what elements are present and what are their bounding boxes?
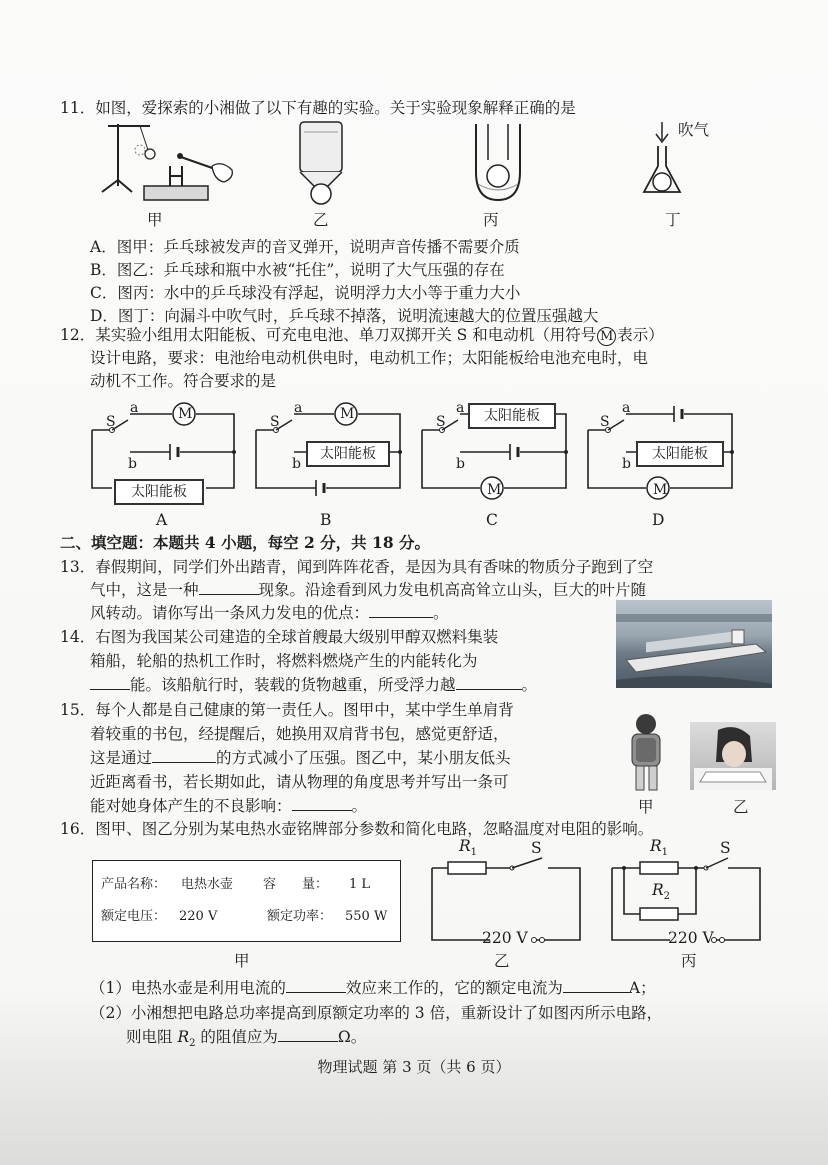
- q11-label-bing: 丙: [483, 211, 499, 229]
- q11-blow-label: 吹气: [678, 121, 710, 139]
- q12-c-motor: M: [487, 482, 502, 498]
- q11-fig-jia: [100, 120, 240, 210]
- plate-power-val: 550 W: [345, 909, 388, 924]
- q15-label-yi: 乙: [733, 798, 749, 816]
- q13-l3a: 风转动。请你写出一条风力发电的优点：: [90, 604, 370, 622]
- q13-line3: [90, 603, 449, 623]
- q16-bing-r2: [652, 880, 670, 907]
- q12-b-contact-a: a: [294, 400, 303, 416]
- q16-bing-r1-sub: 1: [661, 847, 669, 859]
- q12-b-contact-b: b: [292, 456, 301, 472]
- q16-blank-1[interactable]: [286, 978, 346, 993]
- q13-l2b: 现象。沿途看到风力发电机高高耸立山头，巨大的叶片随: [258, 581, 647, 599]
- q16-p1c: A；: [628, 979, 656, 997]
- q16-p1b: 效应来工作的，它的额定电流为: [345, 979, 563, 997]
- q11-option-d: D．图丁：向漏斗中吹气时，乒乓球不掉落，说明流速越大的位置压强越大: [90, 307, 599, 325]
- q16-bing-r1-letter: R: [650, 837, 662, 855]
- plate-volt-key: 额定电压：: [101, 909, 167, 924]
- q16-part1: [90, 978, 656, 998]
- plate-power-key: 额定功率：: [267, 909, 333, 924]
- plate-volt-val: 220 V: [179, 909, 218, 924]
- q15-label-jia: 甲: [638, 798, 654, 816]
- q12-a-switch: S: [106, 414, 116, 430]
- q12-b-switch: S: [270, 414, 280, 430]
- q16-blank-2[interactable]: [563, 978, 629, 993]
- q15-blank-2[interactable]: [292, 796, 352, 811]
- q12-c-contact-b: b: [456, 456, 465, 472]
- q12-c-contact-a: a: [456, 400, 465, 416]
- q14-blank-2[interactable]: [456, 675, 522, 690]
- q13-blank-2[interactable]: [369, 603, 433, 618]
- q14-blank-1[interactable]: [90, 675, 130, 690]
- q14-line1: 14．右图为我国某公司建造的全球首艘最大级别甲醇双燃料集装: [60, 628, 499, 646]
- q11-label-yi: 乙: [313, 211, 329, 229]
- q16-p2b-sub: 2: [189, 1038, 196, 1050]
- q11-label-jia: 甲: [147, 211, 163, 229]
- q12-line2: 设计电路，要求：电池给电动机供电时，电动机工作；太阳能板给电池充电时，电: [90, 349, 649, 367]
- q15-blank-1[interactable]: [152, 748, 216, 763]
- q15-l5b: 。: [351, 797, 368, 815]
- q14-line2: 箱船，轮船的热机工作时，将燃料燃烧产生的内能转化为: [90, 652, 478, 670]
- q16-stem: 16．图甲、图乙分别为某电热水壶铭牌部分参数和简化电路，忽略温度对电阻的影响。: [60, 820, 654, 838]
- q16-p2d: Ω。: [337, 1028, 367, 1046]
- q16-bing-r2-sub: 2: [663, 891, 671, 903]
- q16-yi-switch: S: [531, 839, 542, 857]
- q15-l3b: 的方式减小了压强。图乙中，某小朋友低头: [216, 749, 511, 767]
- q16-yi-r1-sub: 1: [470, 847, 478, 859]
- q11-fig-yi: [292, 120, 352, 210]
- q15-line2: 着较重的书包，经提醒后，她换用双肩背书包，感觉更舒适，: [90, 725, 509, 743]
- q16-part2-line2: [126, 1027, 366, 1054]
- q12-line1-tail: 表示）: [617, 326, 664, 344]
- q15-l3a: 这是通过: [90, 749, 153, 767]
- q16-bing-switch: S: [720, 839, 731, 857]
- q12-b-panel: 太阳能板: [306, 441, 390, 467]
- motor-symbol: M: [597, 327, 616, 346]
- q12-choice-a: A: [156, 511, 168, 529]
- q16-yi-voltage: 220 V: [482, 929, 528, 947]
- q12-line3: 动机不工作。符合要求的是: [90, 372, 277, 390]
- q15-line5: [90, 796, 367, 816]
- q16-bing-r2-letter: R: [652, 881, 664, 899]
- q14-l3a: 能。该船航行时，装载的货物越重，所受浮力越: [130, 676, 456, 694]
- q13-line2: [90, 580, 646, 600]
- q15-line1: 15．每个人都是自己健康的第一责任人。图甲中，某中学生单肩背: [60, 701, 514, 719]
- q12-line1-text: 12．某实验小组用太阳能板、可充电电池、单刀双掷开关 S 和电动机（用符号: [60, 326, 597, 344]
- ship-photo: [616, 600, 772, 688]
- q11-fig-bing: [468, 120, 528, 210]
- q14-line3: [90, 675, 537, 695]
- q12-a-panel: 太阳能板: [114, 479, 204, 505]
- plate-cap-val: 1 L: [349, 877, 371, 892]
- q16-bing-r1: [650, 836, 668, 863]
- q12-choice-c: C: [486, 511, 498, 529]
- q16-blank-3[interactable]: [278, 1027, 338, 1042]
- q11-stem: 11．如图，爱探索的小湘做了以下有趣的实验。关于实验现象解释正确的是: [60, 99, 576, 117]
- q12-d-panel: 太阳能板: [636, 441, 724, 467]
- q16-label-jia: 甲: [234, 952, 250, 970]
- q12-a-contact-b: b: [128, 456, 137, 472]
- q15-line3: [90, 748, 511, 768]
- q16-label-bing: 丙: [681, 952, 697, 970]
- q12-a-contact-a: a: [130, 400, 139, 416]
- nameplate: [92, 860, 401, 942]
- q12-a-motor: M: [178, 406, 193, 422]
- reading-child-photo: [690, 722, 776, 790]
- q12-d-motor: M: [653, 482, 668, 498]
- q16-bing-voltage: 220 V: [668, 929, 714, 947]
- q12-d-contact-b: b: [622, 456, 631, 472]
- q16-yi-r1: [459, 836, 477, 863]
- q16-label-yi: 乙: [494, 952, 510, 970]
- ship-illustration: [616, 600, 772, 688]
- q12-choice-d: D: [652, 511, 665, 529]
- section-2-heading: 二、填空题：本题共 4 小题，每空 2 分，共 18 分。: [60, 533, 431, 552]
- q11-option-a: A．图甲：乒乓球被发声的音叉弹开，说明声音传播不需要介质: [90, 238, 520, 256]
- q11-label-ding: 丁: [665, 211, 681, 229]
- plate-name-val: 电热水壶: [181, 877, 234, 892]
- q14-l3b: 。: [521, 676, 538, 694]
- q15-l5a: 能对她身体产生的不良影响：: [90, 797, 292, 815]
- q12-choice-b: B: [320, 511, 332, 529]
- page-footer: 物理试题 第 3 页（共 6 页）: [317, 1058, 511, 1076]
- q13-line1: 13．春假期间，同学们外出踏青，闻到阵阵花香，是因为具有香味的物质分子跑到了空: [60, 558, 654, 576]
- q16-p1a: （1）电热水壶是利用电流的: [90, 979, 286, 997]
- q12-d-switch: S: [600, 414, 610, 430]
- q13-blank-1[interactable]: [199, 580, 259, 595]
- q16-p2b: 则电阻: [126, 1028, 178, 1046]
- q12-c-panel: 太阳能板: [468, 403, 556, 429]
- q11-option-b: B．图乙：乒乓球和瓶中水被“托住”，说明了大气压强的存在: [90, 261, 505, 279]
- q16-part2-line1: （2）小湘想把电路总功率提高到原额定功率的 3 倍，重新设计了如图丙所示电路，: [90, 1004, 663, 1022]
- q16-p2b-r: R: [177, 1028, 190, 1046]
- q13-l3b: 。: [433, 604, 449, 622]
- q12-b-motor: M: [340, 406, 355, 422]
- q11-option-c: C．图丙：水中的乒乓球没有浮起，说明浮力大小等于重力大小: [90, 284, 521, 302]
- q12-c-switch: S: [436, 414, 446, 430]
- backpack-girl-illustration: [622, 712, 672, 796]
- q15-line4: 近距离看书，若长期如此，请从物理的角度思考并写出一条可: [90, 773, 509, 791]
- q16-p2c: 的阻值应为: [195, 1028, 278, 1046]
- q13-l2a: 气中，这是一种: [90, 581, 199, 599]
- q16-yi-r1-letter: R: [459, 837, 471, 855]
- reading-child-illustration: [690, 722, 776, 790]
- plate-cap-key: 容 量：: [263, 877, 329, 892]
- q12-line1: [60, 325, 664, 346]
- q12-d-contact-a: a: [622, 400, 631, 416]
- plate-name-key: 产品名称：: [101, 877, 167, 892]
